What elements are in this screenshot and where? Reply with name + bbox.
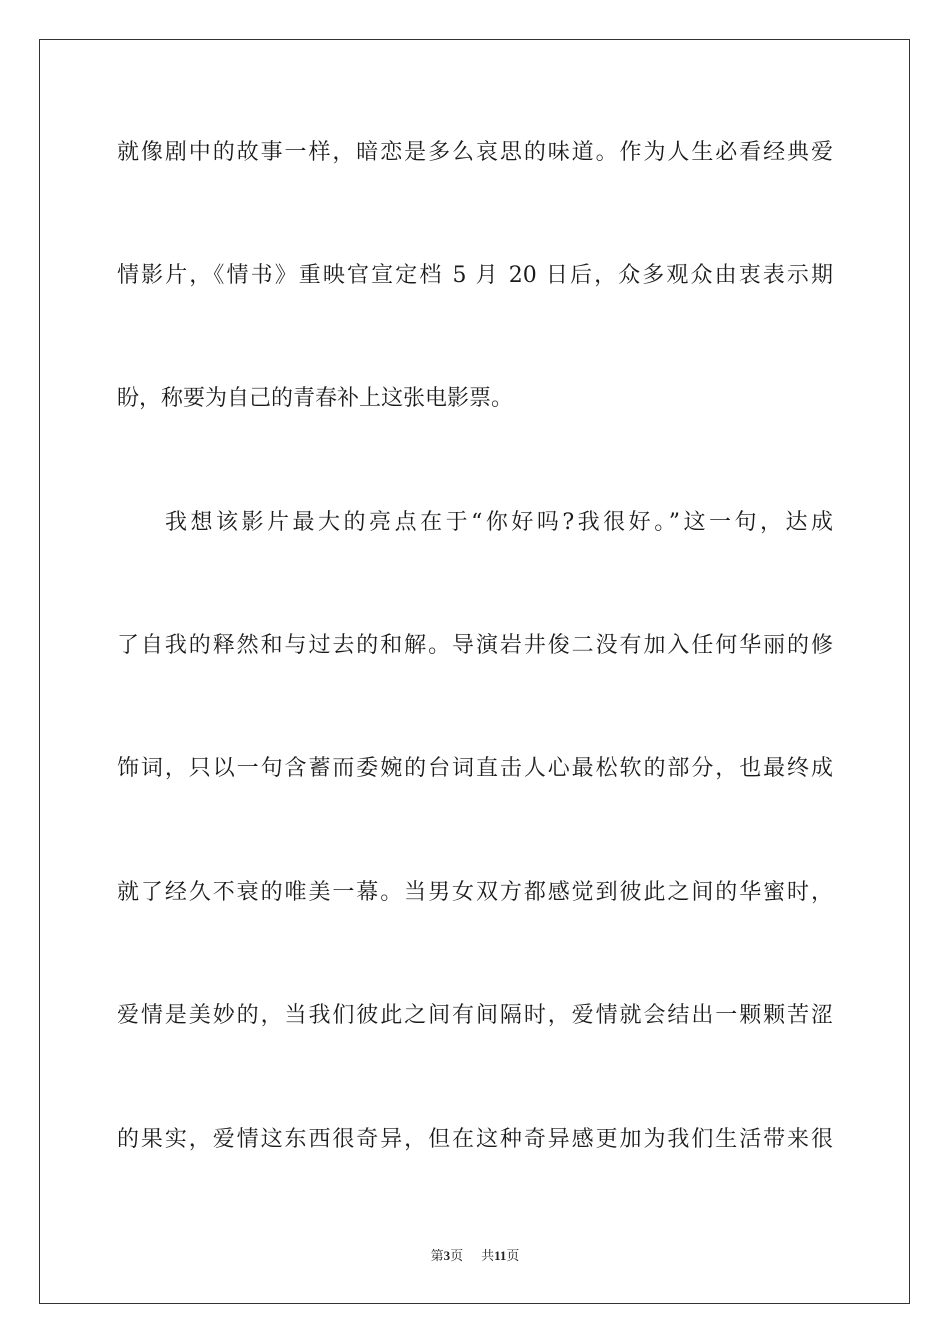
body-text-line-3: 盼，称要为自己的青春补上这张电影票。: [117, 386, 514, 411]
page-label-prefix: 第: [430, 1248, 444, 1263]
total-pages: 11: [494, 1248, 507, 1263]
body-text-line-5: 了自我的释然和与过去的和解。导演岩井俊二没有加入任何华丽的修: [117, 633, 833, 658]
body-text-line-7: 就了经久不衰的唯美一幕。当男女双方都感觉到彼此之间的华蜜时，: [117, 880, 833, 905]
body-text-line-2: 情影片，《情书》重映官宣定档 5 月 20 日后，众多观众由衷表示期: [117, 263, 833, 288]
page-footer: [0, 1247, 950, 1265]
body-text-line-8: 爱情是美妙的，当我们彼此之间有间隔时，爱情就会结出一颗颗苦涩: [117, 1003, 833, 1028]
page-number: 3: [443, 1248, 451, 1263]
page-border: [39, 39, 910, 1304]
total-label-prefix: 共: [481, 1248, 495, 1263]
body-text-line-1: 就像剧中的故事一样，暗恋是多么哀思的味道。作为人生必看经典爱: [117, 140, 833, 165]
body-text-line-9: 的果实，爱情这东西很奇异，但在这种奇异感更加为我们生活带来很: [117, 1127, 833, 1152]
total-label-suffix: 页: [506, 1248, 520, 1263]
body-text-line-6: 饰词，只以一句含蓄而委婉的台词直击人心最松软的部分，也最终成: [117, 756, 833, 781]
page-label-suffix: 页: [450, 1248, 464, 1263]
body-text-line-4: 我想该影片最大的亮点在于“你好吗?我很好。”这一句，达成: [165, 510, 833, 535]
